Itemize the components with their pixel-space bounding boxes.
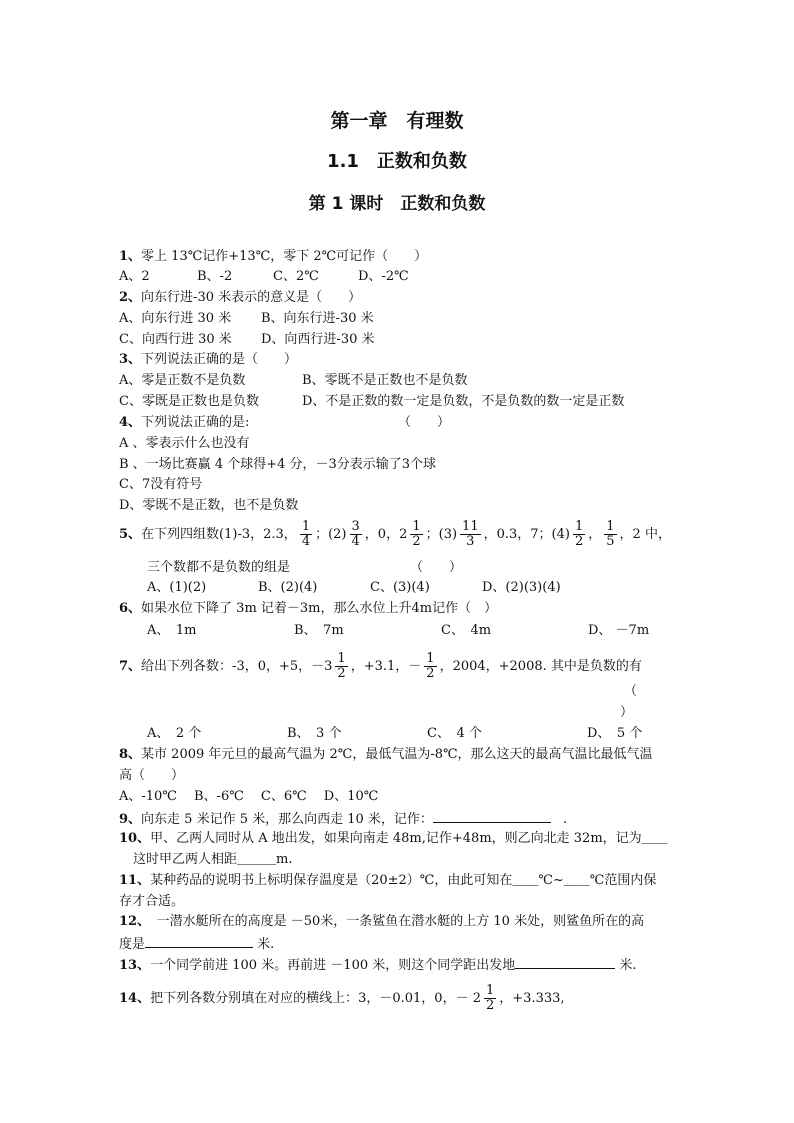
question-text: ，0，2 — [364, 527, 408, 542]
numerator: 1 — [301, 519, 311, 534]
option-a: A、向东行进 30 米 — [119, 311, 232, 326]
question-number: 13、 — [119, 958, 151, 973]
question-13 — [119, 956, 637, 974]
question-text: ，2004，+2008. 其中是负数的有 — [439, 659, 642, 674]
fraction — [604, 520, 616, 549]
denominator: 2 — [486, 998, 495, 1013]
question-text: ，2 中， — [619, 527, 671, 542]
denominator: 4 — [301, 534, 311, 549]
question-text: 向东走 5 米记作 5 米，那么向西走 10 米，记作： — [141, 812, 433, 827]
question-3 — [119, 352, 297, 368]
option-c: C、2℃ — [273, 269, 319, 284]
question-text: ，0.3，7；(4) — [483, 527, 570, 542]
answer-paren: （ ） — [410, 560, 463, 575]
question-4 — [119, 415, 249, 431]
question-text: 向东行进-30 米表示的意义是（ ） — [141, 290, 362, 305]
fraction — [484, 984, 496, 1013]
denominator: 5 — [606, 534, 615, 549]
question-7 — [119, 652, 642, 681]
question-10-line2: 这时甲乙两人相距＿＿＿m. — [133, 852, 293, 867]
question-8-line2: 高（ ） — [119, 768, 185, 783]
question-10 — [119, 831, 668, 847]
question-number: 3、 — [119, 352, 142, 367]
question-8 — [119, 747, 653, 763]
option-d: D、向西行进-30 米 — [261, 332, 375, 347]
question-5-options — [147, 580, 561, 596]
question-number: 9、 — [119, 812, 142, 827]
question-number: 11、 — [119, 873, 151, 888]
question-text: 某市 2009 年元旦的最高气温为 2℃，最低气温为-8℃，那么这天的最高气温比最低气温 — [141, 747, 653, 762]
option-a: A、 1m — [147, 623, 197, 638]
question-5 — [119, 520, 671, 549]
question-number: 10、 — [119, 831, 151, 846]
fraction — [350, 520, 362, 549]
question-2-options-row1 — [119, 311, 374, 327]
numerator: 3 — [351, 519, 360, 534]
option-d: D、-2℃ — [358, 269, 409, 284]
answer-paren: （ ） — [398, 415, 451, 430]
numerator: 11 — [462, 519, 479, 534]
question-text: 下列说法正确的是: — [141, 415, 250, 430]
option-c: C、 4m — [441, 623, 492, 638]
question-text: 一潜水艇所在的高度是 －50米，一条鲨鱼在潜水艇的上方 10 米处，则鲨鱼所在的高 — [143, 914, 645, 929]
option-b: B、 7m — [294, 623, 344, 638]
question-number: 14、 — [119, 991, 151, 1006]
numerator: 1 — [486, 983, 495, 998]
question-12 — [119, 914, 644, 930]
question-9 — [119, 810, 567, 828]
question-number: 12、 — [119, 914, 144, 929]
fraction — [410, 520, 422, 549]
numerator: 1 — [412, 519, 421, 534]
denominator: 4 — [351, 534, 360, 549]
numerator: 1 — [426, 651, 435, 666]
question-number: 8、 — [119, 747, 142, 762]
question-text: 甲、乙两人同时从 A 地出发，如果向南走 48m,记作+48m，则乙向北走 32m，记为＿＿ — [150, 831, 668, 846]
option-d: D、 －7m — [588, 623, 650, 638]
answer-paren-left: （ — [624, 684, 638, 699]
question-8-options: A、-10℃ B、-6℃ C、6℃ D、10℃ — [119, 789, 379, 804]
question-text: ，+3.1，－ — [350, 659, 422, 674]
question-6-options — [147, 623, 649, 639]
option-d: D、 5 个 — [587, 726, 643, 741]
denominator: 2 — [426, 666, 435, 681]
question-5-line2: 三个数都不是负数的组是 — [147, 560, 291, 575]
question-1 — [119, 249, 427, 265]
question-12-line2 — [119, 935, 274, 953]
option-d: D、零既不是正数，也不是负数 — [119, 498, 299, 513]
option-c: C、向西行进 30 米 — [119, 332, 232, 347]
question-number: 6、 — [119, 601, 142, 616]
question-text: 度是 — [119, 937, 146, 952]
numerator: 1 — [574, 519, 584, 534]
lesson-title: 第 1 课时 正数和负数 — [308, 194, 486, 214]
section-title: 1.1 正数和负数 — [327, 151, 467, 172]
question-text: 下列说法正确的是（ ） — [141, 352, 298, 367]
question-text: 一个同学前进 100 米。再前进 －100 米，则这个同学距出发地 — [150, 958, 516, 973]
option-c: C、7没有符号 — [119, 477, 203, 492]
option-d: D、不是正数的数一定是负数，不是负数的数一定是正数 — [302, 394, 625, 409]
question-2 — [119, 290, 361, 306]
option-b: B、 3 个 — [287, 726, 342, 741]
denominator: 2 — [412, 534, 421, 549]
option-d: D、(2)(3)(4) — [482, 580, 561, 595]
question-text: 某种药品的说明书上标明保存温度是（20±2）℃，由此可知在＿＿℃~＿＿℃范围内保 — [150, 873, 657, 888]
numerator: 1 — [606, 519, 615, 534]
answer-blank[interactable] — [433, 810, 551, 823]
option-c: C、(3)(4) — [370, 580, 430, 595]
question-3-options-row2 — [119, 394, 624, 410]
fraction — [573, 520, 585, 549]
fraction — [335, 652, 347, 681]
question-11 — [119, 873, 656, 889]
question-1-options — [119, 269, 409, 285]
option-c: C、 4 个 — [427, 726, 482, 741]
answer-paren-right: ） — [620, 705, 634, 720]
question-7-options — [147, 726, 642, 742]
option-a: A、(1)(2) — [147, 580, 207, 595]
answer-blank[interactable] — [145, 935, 253, 948]
option-b: B 、一场比赛赢 4 个球得+4 分，－3分表示输了3个球 — [119, 457, 437, 472]
question-14 — [119, 984, 565, 1013]
question-text: ， — [588, 527, 602, 542]
option-a: A、零是正数不是负数 — [119, 373, 246, 388]
fraction — [460, 520, 481, 549]
question-11-line2: 存才合适。 — [119, 894, 185, 909]
question-text-end: 米. — [253, 937, 275, 952]
question-number: 4、 — [119, 415, 142, 430]
question-number: 1、 — [119, 249, 142, 264]
option-a: A 、零表示什么也没有 — [119, 436, 250, 451]
option-c: C、零既是正数也是负数 — [119, 394, 259, 409]
question-text-end: . — [562, 812, 568, 827]
question-text: ；(3) — [425, 527, 458, 542]
question-number: 5、 — [119, 527, 142, 542]
fraction — [424, 652, 436, 681]
fraction — [300, 520, 312, 549]
question-text: ，+3.333, — [499, 991, 565, 1006]
question-text: ；(2) — [315, 527, 347, 542]
denominator: 3 — [466, 534, 475, 549]
question-2-options-row2 — [119, 332, 375, 348]
option-b: B、零既不是正数也不是负数 — [302, 373, 468, 388]
question-6 — [119, 601, 497, 617]
question-text: 如果水位下降了 3m 记着－3m，那么水位上升4m记作（ ） — [141, 601, 498, 616]
question-number: 7、 — [119, 659, 142, 674]
question-text: 给出下列各数：-3，0，+5，－3 — [141, 659, 333, 674]
answer-blank[interactable] — [515, 956, 615, 969]
chapter-title: 第一章 有理数 — [330, 110, 464, 132]
question-text: 把下列各数分别填在对应的横线上：3，－0.01，0，－ 2 — [150, 991, 481, 1006]
denominator: 2 — [574, 534, 584, 549]
option-b: B、-2 — [197, 269, 233, 284]
question-number: 2、 — [119, 290, 142, 305]
option-a: A、2 — [119, 269, 150, 284]
option-b: B、向东行进-30 米 — [261, 311, 374, 326]
denominator: 2 — [337, 666, 346, 681]
option-a: A、 2 个 — [147, 726, 202, 741]
numerator: 1 — [337, 651, 346, 666]
question-text: 在下列四组数(1)-3，2.3， — [141, 527, 297, 542]
question-text: 零上 13℃记作+13℃，零下 2℃可记作（ ） — [141, 249, 428, 264]
question-3-options-row1 — [119, 373, 468, 389]
option-b: B、(2)(4) — [258, 580, 318, 595]
question-text-end: 米. — [615, 958, 637, 973]
